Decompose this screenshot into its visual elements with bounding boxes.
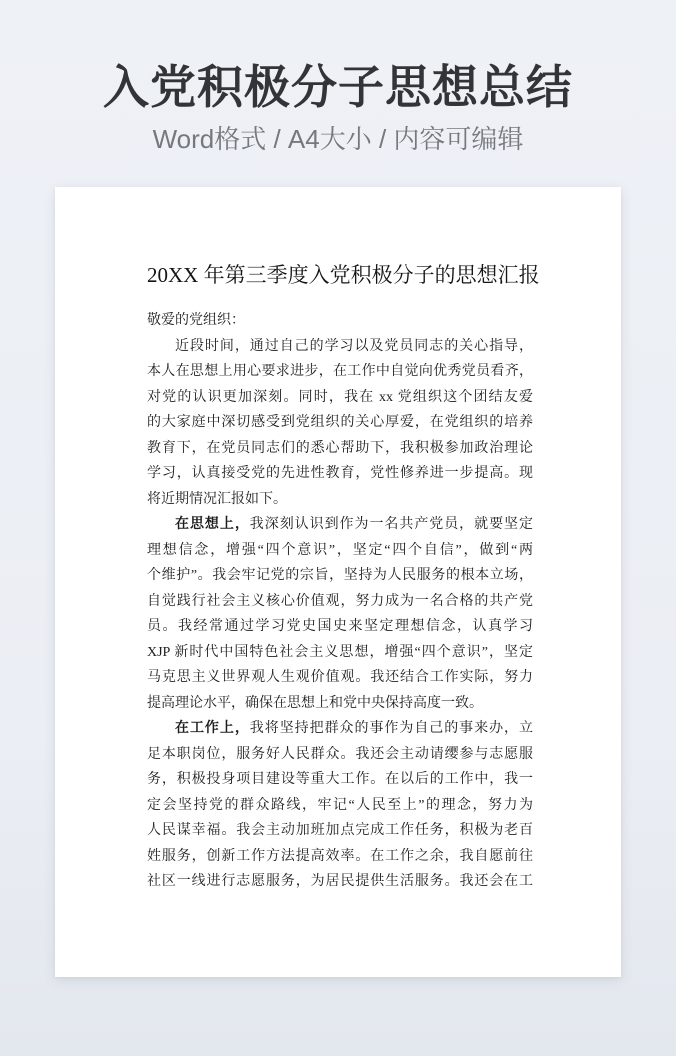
doc-line: 马克思主义世界观人生观价值观。我还结合工作实际，努力 xyxy=(147,670,533,685)
doc-paragraph-2 xyxy=(147,512,533,716)
doc-line: 个维护”。我会牢记党的宗旨，坚持为人民服务的根本立场， xyxy=(147,568,533,583)
document-body xyxy=(147,308,533,895)
doc-line: 足本职岗位，服务好人民群众。我还会主动请缨参与志愿服 xyxy=(147,746,533,762)
doc-line-bold-lead: 在思想上， xyxy=(175,517,250,532)
doc-line: 在思想上，我深刻认识到作为一名共产党员，就要坚定 xyxy=(175,517,533,532)
doc-line: 学习，认真接受党的先进性教育，党性修养进一步提高。现 xyxy=(147,466,533,481)
doc-line-bold-lead: 在工作上， xyxy=(175,721,250,736)
doc-line: 提高理论水平，确保在思想上和党中央保持高度一致。 xyxy=(147,695,483,711)
document-salutation: 敬爱的党组织： xyxy=(147,313,245,328)
doc-line: 社区一线进行志愿服务，为居民提供生活服务。我还会在工 xyxy=(147,874,533,889)
doc-line: 教育下，在党员同志们的悉心帮助下，我积极参加政治理论 xyxy=(147,440,533,456)
doc-line: 人民谋幸福。我会主动加班加点完成工作任务，积极为老百 xyxy=(147,823,533,838)
doc-line: 务，积极投身项目建设等重大工作。在以后的工作中，我一 xyxy=(147,772,533,787)
doc-line: 理想信念，增强“四个意识”，坚定“四个自信”，做到“两 xyxy=(147,542,533,558)
doc-line: 的大家庭中深切感受到党组织的关心厚爱，在党组织的培养 xyxy=(147,415,533,430)
doc-line: 姓服务，创新工作方法提高效率。在工作之余，我自愿前往 xyxy=(147,848,533,864)
banner xyxy=(0,0,676,154)
doc-line: XJP 新时代中国特色社会主义思想，增强“四个意识”，坚定 xyxy=(147,644,533,660)
banner-subtitle: Word格式 / A4大小 / 内容可编辑 xyxy=(152,124,524,154)
doc-line: 员。我经常通过学习党史国史来坚定理想信念，认真学习 xyxy=(147,619,533,634)
doc-paragraph-3 xyxy=(147,716,533,895)
doc-line: 近段时间，通过自己的学习以及党员同志的关心指导， xyxy=(175,338,533,354)
doc-line: 在工作上，我将坚持把群众的事作为自己的事来办，立 xyxy=(175,721,533,736)
doc-paragraph-1 xyxy=(147,334,533,513)
doc-line: 对党的认识更加深刻。同时，我在 xx 党组织这个团结友爱 xyxy=(147,389,533,405)
doc-line: 将近期情况汇报如下。 xyxy=(147,491,287,507)
document-page xyxy=(55,187,621,977)
document-paragraphs xyxy=(147,334,533,895)
doc-line: 本人在思想上用心要求进步，在工作中自觉向优秀党员看齐， xyxy=(147,364,533,379)
doc-line: 自觉践行社会主义核心价值观，努力成为一名合格的共产党 xyxy=(147,593,533,609)
doc-line: 定会坚持党的群众路线，牢记“人民至上”的理念，努力为 xyxy=(147,797,533,813)
banner-title: 入党积极分子思想总结 xyxy=(103,61,573,113)
document-title: 20XX 年第三季度入党积极分子的思想汇报 xyxy=(147,263,540,287)
